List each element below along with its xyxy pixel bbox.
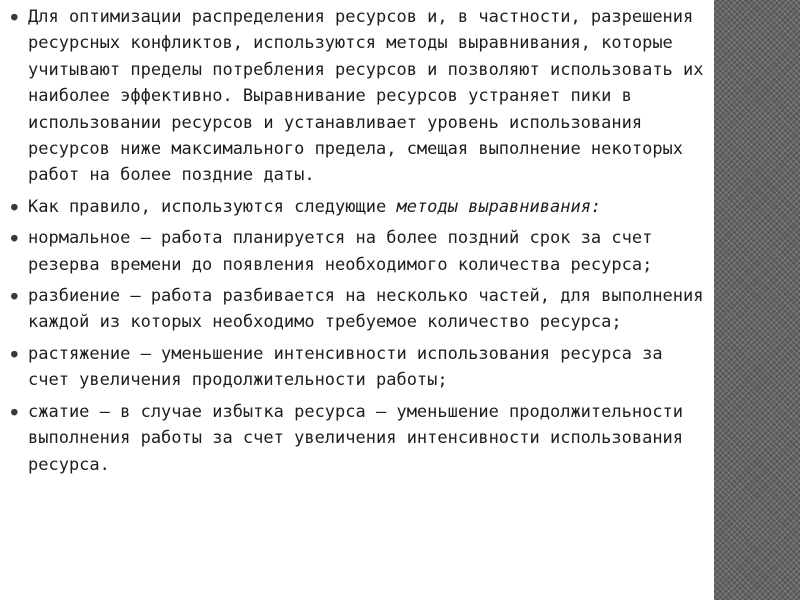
paragraph-text: разбиение — работа разбивается на несколько частей, для выполнения каждой из которых необходимо требуемое количество ресурса; (28, 286, 704, 333)
list-item (8, 4, 708, 189)
paragraph-text: Для оптимизации распределения ресурсов и, в частности, разрешения ресурсных конфликтов, используются методы выравнивания, которые учитывают пределы потребления ресурсов и позволяют использовать их наиболее эффективно. Выравнивание ресурсов устраняет пики в использовании ресурсов и устанавливает уровень использования ресурсов ниже максимального предела, смещая выполнение некоторых работ на более поздние даты. (28, 7, 704, 186)
list-item (8, 225, 708, 278)
list-item (8, 283, 708, 336)
bullet-icon: ● (11, 10, 18, 23)
paragraph-text: сжатие — в случае избытка ресурса — уменьшение продолжительности выполнения работы за счет увеличения интенсивности использования ресурса. (28, 401, 684, 475)
list-item (8, 399, 708, 478)
bullet-icon: ● (11, 346, 18, 360)
paragraph-text: нормальное — работа планируется на более поздний срок за счет резерва времени до появления необходимого количества ресурса; (28, 228, 653, 275)
emphasis-text: методы выравнивания: (396, 196, 602, 217)
list-item (8, 194, 708, 220)
slide-body (8, 4, 708, 483)
bullet-list (8, 4, 708, 478)
bullet-icon: ● (11, 199, 18, 213)
bullet-icon: ● (11, 404, 18, 418)
list-item (8, 341, 708, 394)
bullet-icon: ● (11, 289, 18, 303)
bullet-icon: ● (11, 231, 18, 245)
paragraph-text: Как правило, используются следующие (28, 196, 397, 217)
paragraph-text: растяжение — уменьшение интенсивности использования ресурса за счет увеличения продолжительности работы; (28, 343, 663, 391)
decorative-pattern-panel (714, 0, 800, 600)
